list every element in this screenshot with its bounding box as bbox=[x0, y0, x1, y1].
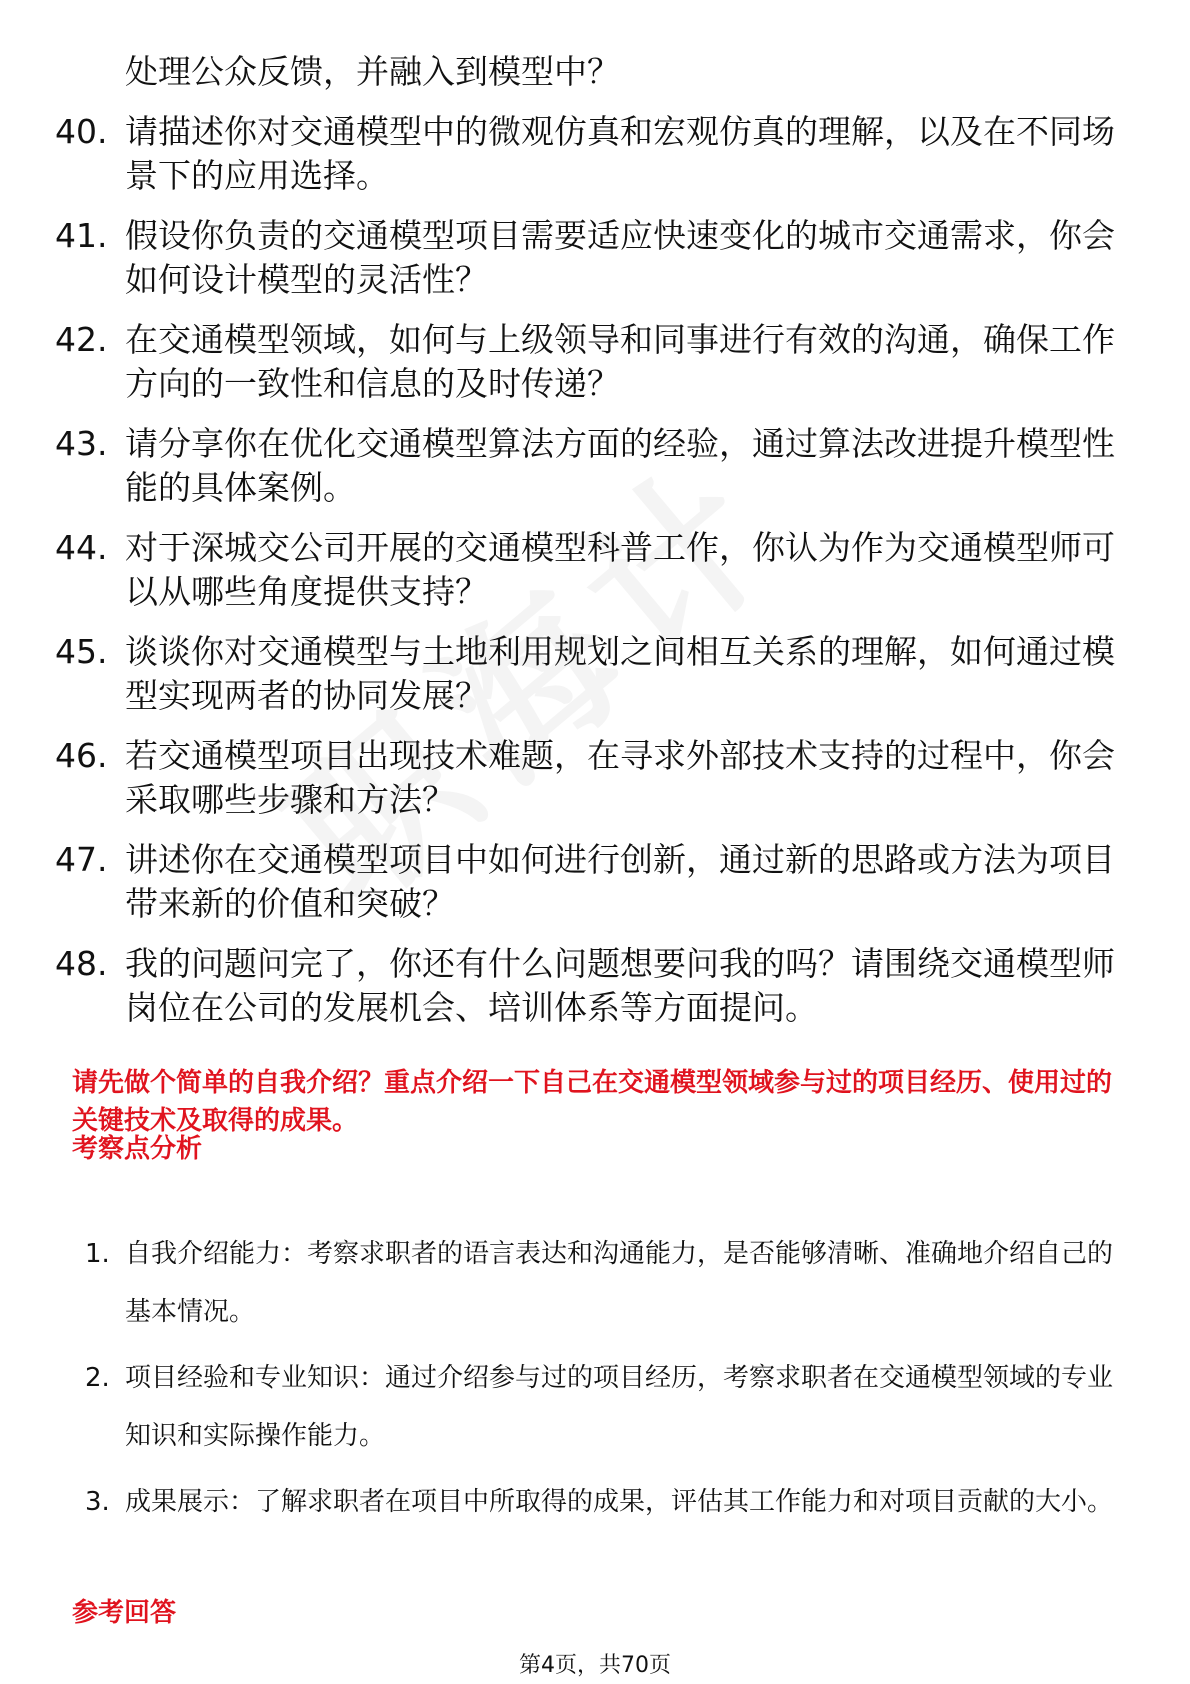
question-text: 谈谈你对交通模型与土地利用规划之间相互关系的理解，如何通过模型实现两者的协同发展？ bbox=[125, 632, 1115, 715]
question-item bbox=[55, 630, 1135, 718]
analysis-number: 3. bbox=[85, 1487, 110, 1517]
question-item bbox=[55, 318, 1135, 406]
question-item bbox=[55, 50, 1135, 94]
analysis-text: 成果展示：了解求职者在项目中所取得的成果，评估其工作能力和对项目贡献的大小。 bbox=[125, 1487, 1114, 1517]
analysis-list bbox=[85, 1225, 1135, 1539]
analysis-text: 项目经验和专业知识：通过介绍参与过的项目经历，考察求职者在交通模型领域的专业知识和实际操作能力。 bbox=[125, 1363, 1114, 1451]
question-text: 在交通模型领域，如何与上级领导和同事进行有效的沟通，确保工作方向的一致性和信息的及时传递？ bbox=[125, 320, 1115, 403]
question-item bbox=[55, 110, 1135, 198]
question-text: 讲述你在交通模型项目中如何进行创新，通过新的思路或方法为项目带来新的价值和突破？ bbox=[125, 840, 1115, 923]
question-number: 43. bbox=[55, 424, 108, 463]
analysis-number: 1. bbox=[85, 1239, 110, 1269]
question-number: 48. bbox=[55, 944, 108, 983]
analysis-heading: 考察点分析 bbox=[72, 1134, 203, 1164]
analysis-item bbox=[85, 1349, 1135, 1465]
question-text: 处理公众反馈，并融入到模型中？ bbox=[125, 52, 620, 91]
question-list bbox=[55, 50, 1135, 1046]
question-number: 41. bbox=[55, 216, 108, 255]
question-item bbox=[55, 734, 1135, 822]
question-text: 假设你负责的交通模型项目需要适应快速变化的城市交通需求，你会如何设计模型的灵活性？ bbox=[125, 216, 1115, 299]
question-item bbox=[55, 526, 1135, 614]
question-item bbox=[55, 942, 1135, 1030]
question-number: 42. bbox=[55, 320, 108, 359]
highlight-question: 请先做个简单的自我介绍？重点介绍一下自己在交通模型领域参与过的项目经历、使用过的关键技术及取得的成果。 bbox=[72, 1068, 1113, 1136]
question-item bbox=[55, 422, 1135, 510]
question-number: 44. bbox=[55, 528, 108, 567]
question-text: 我的问题问完了，你还有什么问题想要问我的吗？请围绕交通模型师岗位在公司的发展机会、培训体系等方面提问。 bbox=[125, 944, 1115, 1027]
question-item bbox=[55, 838, 1135, 926]
question-item bbox=[55, 214, 1135, 302]
question-number: 46. bbox=[55, 736, 108, 775]
question-number: 45. bbox=[55, 632, 108, 671]
analysis-item bbox=[85, 1473, 1135, 1531]
question-text: 若交通模型项目出现技术难题，在寻求外部技术支持的过程中，你会采取哪些步骤和方法？ bbox=[125, 736, 1115, 819]
analysis-text: 自我介绍能力：考察求职者的语言表达和沟通能力，是否能够清晰、准确地介绍自己的基本情况。 bbox=[125, 1239, 1114, 1327]
question-number: 47. bbox=[55, 840, 108, 879]
question-text: 请分享你在优化交通模型算法方面的经验，通过算法改进提升模型性能的具体案例。 bbox=[125, 424, 1115, 507]
analysis-number: 2. bbox=[85, 1363, 110, 1393]
question-text: 请描述你对交通模型中的微观仿真和宏观仿真的理解，以及在不同场景下的应用选择。 bbox=[125, 112, 1115, 195]
answer-heading: 参考回答 bbox=[72, 1598, 177, 1628]
question-text: 对于深城交公司开展的交通模型科普工作，你认为作为交通模型师可以从哪些角度提供支持？ bbox=[125, 528, 1115, 611]
analysis-item bbox=[85, 1225, 1135, 1341]
question-number: 40. bbox=[55, 112, 108, 151]
page-footer: 第4页，共70页 bbox=[519, 1653, 671, 1678]
